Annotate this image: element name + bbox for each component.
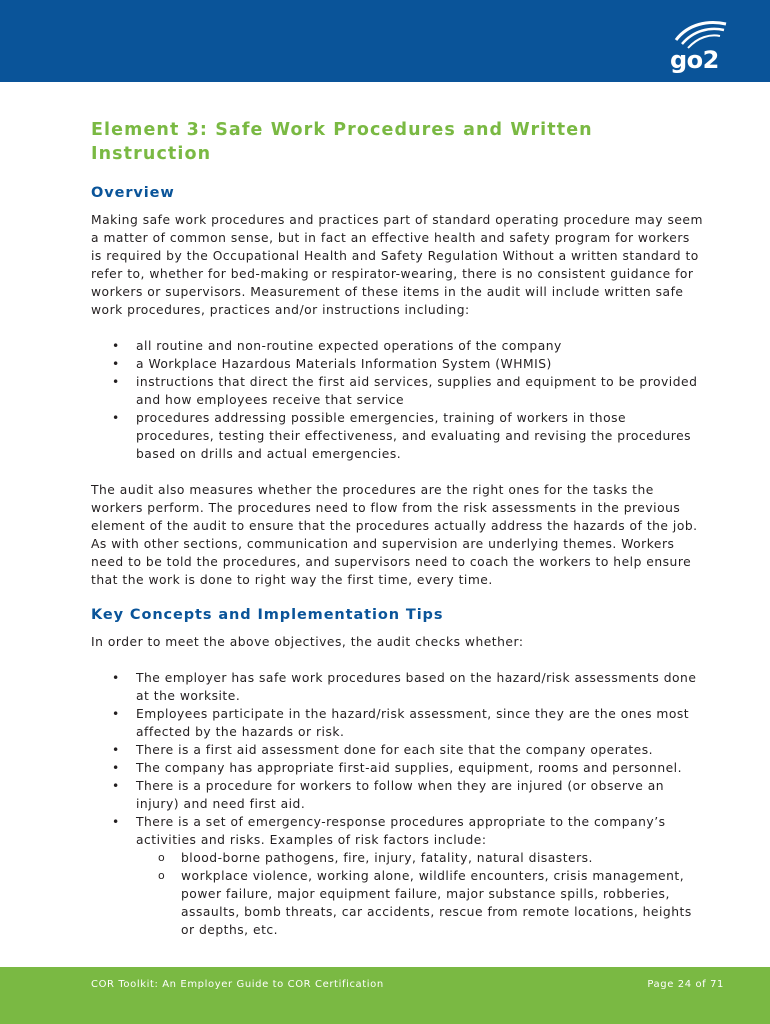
key-concepts-bullet-list [91,669,703,849]
list-item: • The employer has safe work procedures based on the hazard/risk assessments done at the worksite. [91,669,703,705]
key-concepts-heading: Key Concepts and Implementation Tips [91,607,444,623]
header-bar [0,0,770,82]
list-item: • procedures addressing possible emergencies, training of workers in those procedures, testing their effectiveness, and evaluating and revising the procedures based on drills and actual emergencies. [91,409,703,463]
overview-intro: Making safe work procedures and practices part of standard operating procedure may seem a matter of common sense, but in fact an effective health and safety program for workers is required by the Occupational Health and Safety Regulation Without a written standard to refer to, whether for bed-making or respirator-wearing, there is no consistent guidance for workers or supervisors. Measurement of these items in the audit will include written safe work procedures, practices and/or instructions including: [91,213,703,317]
list-item: • There is a procedure for workers to follow when they are injured (or observe an injury) and need first aid. [91,777,703,813]
page-title: Element 3: Safe Work Procedures and Written Instruction [91,120,593,164]
list-item: • Employees participate in the hazard/risk assessment, since they are the ones most affected by the hazards or risk. [91,705,703,741]
sub-list-item: o blood-borne pathogens, fire, injury, fatality, natural disasters. [136,849,703,867]
list-item: • There is a first aid assessment done for each site that the company operates. [91,741,703,759]
list-item: • The company has appropriate first-aid supplies, equipment, rooms and personnel. [91,759,703,777]
footer-document-title: COR Toolkit: An Employer Guide to COR Certification [91,979,384,990]
list-item: • instructions that direct the first aid services, supplies and equipment to be provided and how employees receive that service [91,373,703,409]
page-content [91,118,703,939]
footer-page-number: Page 24 of 71 [647,979,724,990]
list-item: • There is a set of emergency-response procedures appropriate to the company’s activities and risks. Examples of risk factors include: [91,813,703,849]
list-item: • all routine and non-routine expected operations of the company [91,337,703,355]
key-concepts-intro: In order to meet the above objectives, the audit checks whether: [91,635,524,649]
risk-factors-sub-list [91,849,703,939]
go2-logo [668,18,730,76]
logo-text: go2 [670,46,719,74]
footer-bar [0,967,770,1024]
list-item: • a Workplace Hazardous Materials Information System (WHMIS) [91,355,703,373]
overview-heading: Overview [91,185,175,201]
overview-closing: The audit also measures whether the procedures are the right ones for the tasks the workers perform. The procedures need to flow from the risk assessments in the previous element of the audit to ensure that the procedures actually address the hazards of the job. As with other sections, communication and supervision are underlying themes. Workers need to be told the procedures, and supervisors need to coach the workers to help ensure that the work is done to right way the first time, every time. [91,483,698,587]
overview-bullet-list [91,337,703,463]
sub-list-item: o workplace violence, working alone, wildlife encounters, crisis management, power failure, major equipment failure, major substance spills, robberies, assaults, bomb threats, car accidents, rescue from remote locations, heights or depths, etc. [136,867,703,939]
